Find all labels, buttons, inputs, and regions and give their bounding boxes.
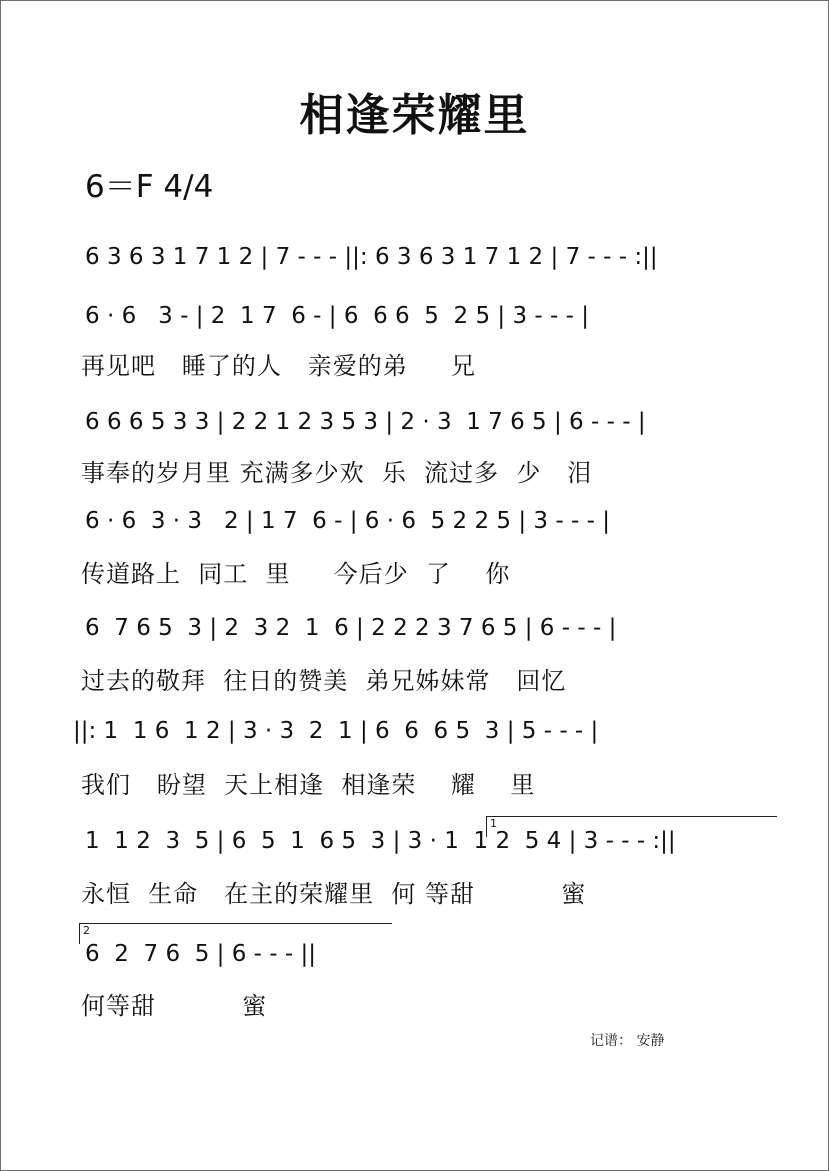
notes-row: 6 7 6 5 3 | 2 3 2 1 6 | 2 2 2 3 7 6 5 | 6 - - - |: [85, 615, 617, 641]
lyrics-row: 过去的敬拜 往日的赞美 弟兄姊妹常 回忆: [81, 667, 567, 695]
transcriber-credit: 记谱： 安静: [590, 1033, 665, 1049]
volta-number: 2: [83, 924, 90, 937]
lyrics-row: 永恒 生命 在主的荣耀里 何 等甜 蜜: [81, 880, 587, 908]
lyrics-row: 我们 盼望 天上相逢 相逢荣 耀 里: [81, 771, 536, 799]
page-title: 相逢荣耀里: [299, 90, 530, 141]
notes-row: 6 · 6 3 · 3 2 | 1 7 6 - | 6 · 6 5 2 2 5 | 3 - - - |: [85, 508, 610, 534]
lyrics-row: 何等甜 蜜: [81, 992, 268, 1020]
key-signature: 6＝F 4/4: [85, 169, 214, 205]
lyrics-row: 再见吧 睡了的人 亲爱的弟 兄: [81, 352, 476, 380]
notes-row: 6 3 6 3 1 7 1 2 | 7 - - - ||: 6 3 6 3 1 7 1 2 | 7 - - - :||: [85, 244, 658, 270]
notes-row: 6 6 6 5 3 3 | 2 2 1 2 3 5 3 | 2 · 3 1 7 6 5 | 6 - - - |: [85, 409, 646, 435]
lyrics-row: 传道路上 同工 里 今后少 了 你: [81, 560, 511, 588]
volta-bracket: [486, 816, 777, 837]
notes-row: 1 1 2 3 5 | 6 5 1 6 5 3 | 3 · 1 1 2 5 4 | 3 - - - :||: [85, 828, 676, 854]
volta-bracket: [79, 923, 392, 944]
volta-number: 1: [490, 817, 497, 830]
lyrics-row: 事奉的岁月里 充满多少欢 乐 流过多 少 泪: [81, 459, 593, 487]
notes-row: 6 2 7 6 5 | 6 - - - ||: [85, 941, 316, 967]
notes-row: 6 · 6 3 - | 2 1 7 6 - | 6 6 6 5 2 5 | 3 - - - |: [85, 303, 590, 329]
notes-row: ||: 1 1 6 1 2 | 3 · 3 2 1 | 6 6 6 5 3 | 5 - - - |: [73, 718, 599, 744]
